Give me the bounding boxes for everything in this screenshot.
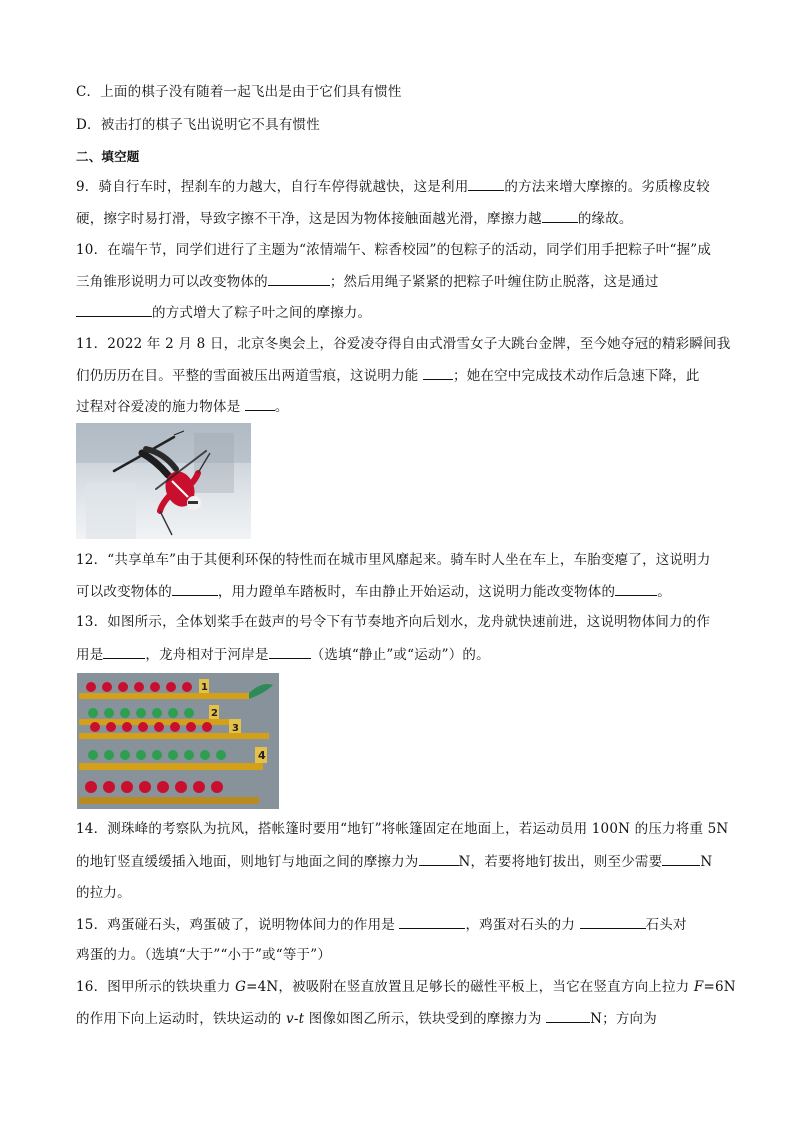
q16-text-a: 16．图甲所示的铁块重力 [76,979,236,995]
boat-number-4: 4 [258,749,266,762]
q9-text-c: 硬，擦字时易打滑，导致字擦不干净，这是因为物体接触面越光滑，摩擦力越 [76,211,542,227]
boat-number-3: 3 [232,723,239,734]
q11-line-3 [76,396,289,417]
q15-line-1 [76,914,687,935]
q11-line-1: 11．2022 年 2 月 8 日，北京冬奥会上，谷爱凌夺得自由式滑雪女子大跳台金牌，至今她夺冠的精彩瞬间我 [76,336,731,352]
q16-g-symbol: G [235,979,247,995]
q11-text-c: 过程对谷爱凌的施力物体是 [76,399,245,415]
q13-text-b: ，龙舟相对于河岸是 [145,647,269,663]
q13-blank-1[interactable] [103,644,145,659]
dragon-boat-photo [77,673,279,809]
skier-photo [76,423,251,539]
q9-text-b: 的方法来增大摩擦的。劣质橡皮较 [504,179,710,195]
q16-line-2 [76,1008,657,1029]
q16-blank-1[interactable] [546,1008,590,1023]
q11-text-d: 。 [274,399,289,415]
q10-blank-2[interactable] [76,302,152,317]
q10-line-3 [76,302,371,323]
q15-text-a: 15．鸡蛋碰石头，鸡蛋破了，说明物体间力的作用是 [76,917,400,933]
q16-text-f: N；方向为 [590,1011,657,1027]
q10-text-a: 三角锥形说明力可以改变物体的 [76,274,268,290]
q13-line-2 [76,644,490,665]
q9-blank-1[interactable] [468,176,504,191]
q14-line-3: 的拉力。 [76,885,131,901]
q11-blank-1[interactable] [423,365,453,380]
q12-text-c: 。 [657,584,671,600]
q15-blank-1[interactable] [399,914,465,929]
q10-text-b: ；然后用绳子紧紧的把粽子叶缠住防止脱落，这是通过 [329,274,659,290]
q14-text-a: 的地钉竖直缓缓插入地面，则地钉与地面之间的摩擦力为 [76,854,419,870]
q14-text-b: N，若要将地钉拔出，则至少需要 [458,854,663,870]
q14-blank-2[interactable] [662,851,700,866]
q10-text-c: 的方式增大了粽子叶之间的摩擦力。 [152,305,372,321]
q9-text-d: 的缘故。 [577,211,633,227]
q13-text-a: 用是 [76,647,104,663]
q9-line-1 [76,176,710,197]
q12-blank-2[interactable] [615,581,657,596]
q11-line-2 [76,365,700,386]
q9-blank-2[interactable] [542,208,578,223]
q11-text-b: ；她在空中完成技术动作后急速下降，此 [453,368,700,384]
q11-text-a: 们仍历历在目。平整的雪面被压出两道雪痕，这说明力能 [76,368,423,384]
q12-line-2 [76,581,671,602]
q13-text-c: （选填“静止”或“运动”）的。 [310,647,490,663]
q16-text-e: 图像如图乙所示，铁块受到的摩擦力为 [304,1011,547,1027]
q9-line-2 [76,208,633,229]
q16-line-1 [76,977,736,997]
q13-blank-2[interactable] [269,644,311,659]
q12-line-1: 12．“共享单车”由于其便利环保的特性而在城市里风靡起来。骑车时人坐在车上，车胎变瘪了，这说明力 [76,552,711,568]
q12-text-a: 可以改变物体的 [76,584,172,600]
q14-line-1: 14．测珠峰的考察队为抗风，搭帐篷时要用“地钉”将帐篷固定在地面上，若运动员用 100N 的压力将重 5N [76,821,729,837]
q11-blank-2[interactable] [245,396,275,411]
q14-text-c: N [700,854,713,870]
q10-blank-1[interactable] [268,271,330,286]
section-title: 二、填空题 [76,149,140,164]
q16-vt-symbol: v-t [286,1011,305,1027]
skier-illustration [76,423,251,539]
q14-line-2 [76,851,712,872]
q9-text-a: 9．骑自行车时，捏刹车的力越大，自行车停得就越快，这是利用 [76,179,469,195]
option-c: C．上面的棋子没有随着一起飞出是由于它们具有惯性 [76,84,402,100]
q10-line-1: 10．在端午节，同学们进行了主题为“浓情端午、粽香校园”的包粽子的活动，同学们用手把粽子叶“握”成 [76,242,712,258]
q13-line-1: 13．如图所示，全体划桨手在鼓声的号令下有节奏地齐向后划水，龙舟就快速前进，这说明物体间力的作 [76,614,711,630]
q16-text-d: 的作用下向上运动时，铁块运动的 [76,1011,286,1027]
q14-blank-1[interactable] [419,851,459,866]
dragon-boat-illustration [77,673,279,809]
option-d: D．被击打的棋子飞出说明它不具有惯性 [76,117,320,133]
boat-number-1: 1 [201,682,208,693]
boat-number-2: 2 [211,708,218,719]
q15-text-b: ，鸡蛋对石头的力 [465,917,580,933]
q15-text-c: 石头对 [645,917,687,933]
q16-f-symbol: F [693,979,704,995]
q12-text-b: ，用力蹬单车踏板时，车由静止开始运动，这说明力能改变物体的 [217,584,616,600]
q10-line-2 [76,271,659,292]
q16-text-c: =6N [703,979,736,995]
q12-blank-1[interactable] [172,581,218,596]
q15-line-2: 鸡蛋的力。（选填“大于”“小于”或“等于”） [76,947,332,963]
q16-text-b: =4N，被吸附在竖直放置且足够长的磁性平板上，当它在竖直方向上拉力 [246,979,694,995]
q15-blank-2[interactable] [580,914,646,929]
